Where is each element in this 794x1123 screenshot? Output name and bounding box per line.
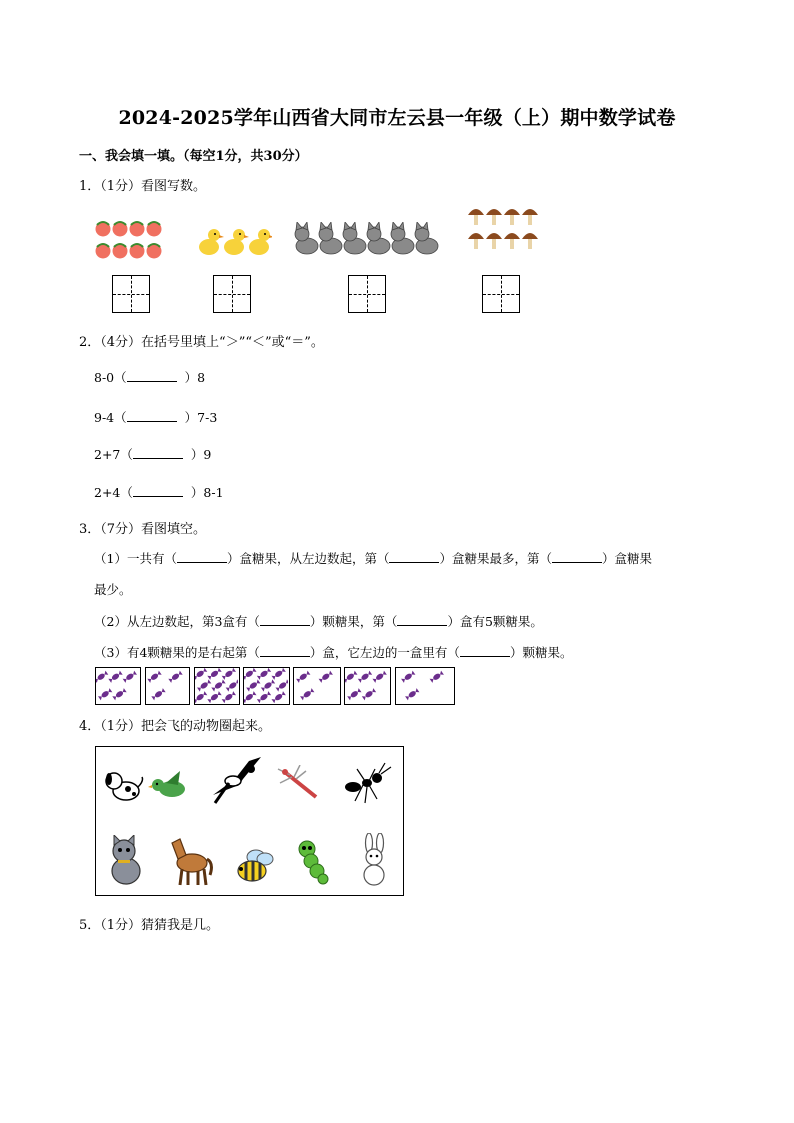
- answer-grid-box[interactable]: [112, 275, 150, 313]
- mushroom-icon: [468, 209, 538, 249]
- candy-svg: [96, 668, 139, 703]
- text-fragment: ）盒糖果，从左边数起，第（: [226, 551, 390, 566]
- candy-icon: [430, 671, 444, 683]
- candy-icon: [300, 688, 314, 700]
- peach-icon: [96, 222, 162, 259]
- comparison-item: [94, 445, 211, 463]
- comparison-right: ）8: [184, 370, 206, 385]
- candy-icon: [271, 691, 285, 703]
- question-2-label: 2．（4分）在括号里填上“＞”“＜”或“＝”。: [79, 335, 324, 350]
- candy-box: [194, 667, 240, 705]
- question-5-label: 5．（1分）猜猜我是几。: [79, 918, 220, 933]
- cat-icon[interactable]: [104, 835, 146, 887]
- candy-svg: [146, 668, 188, 703]
- answer-grid-box[interactable]: [482, 275, 520, 313]
- mushroom-group: [467, 205, 539, 255]
- comparison-item: [94, 483, 224, 501]
- candy-icon: [207, 691, 221, 703]
- text-fragment: ）颗糖果，第（: [309, 614, 398, 629]
- candy-icon: [347, 688, 361, 700]
- candy-icon: [405, 688, 419, 700]
- question-1-label: 1．（1分）看图写数。: [79, 179, 207, 194]
- answer-blank[interactable]: [260, 613, 310, 626]
- cat-icon: [295, 222, 438, 254]
- comparison-left: 9-4（: [94, 410, 127, 425]
- candy-box: [145, 667, 190, 705]
- candy-box: [293, 667, 341, 705]
- candy-icon: [211, 679, 225, 691]
- candy-box: [95, 667, 141, 705]
- candy-icon: [226, 679, 238, 691]
- comparison-left: 2+7（: [94, 447, 133, 462]
- candy-box: [243, 667, 290, 705]
- comparison-right: ）8-1: [190, 485, 224, 500]
- answer-grid-box[interactable]: [348, 275, 386, 313]
- text-fragment: ）盒有5颗糖果。: [447, 614, 543, 629]
- candy-icon: [195, 668, 207, 680]
- candy-icon: [197, 679, 211, 691]
- answer-blank[interactable]: [127, 369, 177, 382]
- text-fragment: （3）有4颗糖果的是右起第（: [94, 645, 260, 660]
- candy-icon: [246, 679, 260, 691]
- candy-icon: [257, 668, 271, 680]
- magpie-icon[interactable]: [209, 755, 265, 805]
- bee-icon[interactable]: [232, 845, 276, 885]
- candy-icon: [358, 671, 372, 683]
- candy-icon: [151, 688, 165, 700]
- candy-icon: [271, 668, 285, 680]
- text-fragment: ）盒糖果: [602, 551, 653, 566]
- page-title: 2024-2025学年山西省大同市左云县一年级（上）期中数学试卷: [118, 107, 676, 129]
- candy-icon: [108, 671, 122, 683]
- candy-icon: [372, 671, 386, 683]
- ant-icon[interactable]: [339, 761, 393, 805]
- candy-svg: [294, 668, 339, 703]
- animal-picture-frame: [95, 746, 404, 896]
- bird-icon[interactable]: [148, 765, 190, 805]
- question-3-part-1-continued: 最少。: [94, 582, 132, 597]
- candy-icon: [168, 671, 182, 683]
- candy-icon: [195, 691, 207, 703]
- answer-blank[interactable]: [389, 550, 439, 563]
- question-3-label: 3．（7分）看图填空。: [79, 522, 207, 537]
- answer-blank[interactable]: [260, 644, 310, 657]
- candy-icon: [296, 671, 310, 683]
- candy-icon: [98, 688, 112, 700]
- candy-box: [395, 667, 455, 705]
- answer-grid-box[interactable]: [213, 275, 251, 313]
- answer-blank[interactable]: [127, 409, 177, 422]
- candy-icon: [275, 679, 288, 691]
- question-3-part-1: [94, 549, 652, 567]
- peach-group: [95, 219, 165, 265]
- candy-icon: [222, 668, 236, 680]
- candy-icon: [244, 668, 257, 680]
- cat-group: [294, 222, 440, 258]
- duck-group: [197, 225, 272, 259]
- rabbit-icon[interactable]: [358, 833, 392, 887]
- candy-svg: [396, 668, 453, 703]
- text-fragment: ）颗糖果。: [509, 645, 573, 660]
- comparison-item: [94, 408, 217, 426]
- candy-icon: [257, 691, 271, 703]
- candy-icon: [345, 671, 358, 683]
- candy-svg: [195, 668, 238, 703]
- answer-blank[interactable]: [397, 613, 447, 626]
- dog-icon[interactable]: [104, 765, 144, 805]
- text-fragment: ）盒糖果最多，第（: [439, 551, 552, 566]
- text-fragment: （1）一共有（: [94, 551, 177, 566]
- answer-blank[interactable]: [133, 446, 183, 459]
- candy-icon: [261, 679, 275, 691]
- candy-icon: [319, 671, 333, 683]
- answer-blank[interactable]: [133, 484, 183, 497]
- text-fragment: ）盒，它左边的一盒里有（: [309, 645, 460, 660]
- question-3-part-2: [94, 612, 543, 630]
- candy-svg: [244, 668, 288, 703]
- candy-icon: [96, 671, 108, 683]
- horse-icon[interactable]: [166, 835, 214, 887]
- candy-icon: [244, 691, 257, 703]
- answer-blank[interactable]: [460, 644, 510, 657]
- candy-icon: [112, 688, 126, 700]
- comparison-item: [94, 368, 205, 386]
- text-fragment: （2）从左边数起，第3盒有（: [94, 614, 260, 629]
- candy-icon: [123, 671, 137, 683]
- candy-box: [344, 667, 391, 705]
- duck-icon: [199, 229, 272, 255]
- section-heading: 一、我会填一填。（每空1分，共30分）: [79, 149, 308, 164]
- candy-icon: [362, 688, 376, 700]
- candy-icon: [207, 668, 221, 680]
- dragonfly-icon[interactable]: [276, 765, 322, 805]
- comparison-left: 2+4（: [94, 485, 133, 500]
- caterpillar-icon[interactable]: [293, 839, 331, 885]
- comparison-right: ）7-3: [184, 410, 218, 425]
- answer-blank[interactable]: [177, 550, 227, 563]
- candy-icon: [401, 671, 415, 683]
- candy-icon: [147, 671, 161, 683]
- question-4-label: 4．（1分）把会飞的动物圈起来。: [79, 719, 272, 734]
- candy-svg: [345, 668, 389, 703]
- comparison-left: 8-0（: [94, 370, 127, 385]
- candy-icon: [222, 691, 236, 703]
- comparison-right: ）9: [190, 447, 212, 462]
- answer-blank[interactable]: [552, 550, 602, 563]
- question-3-part-3: [94, 643, 572, 661]
